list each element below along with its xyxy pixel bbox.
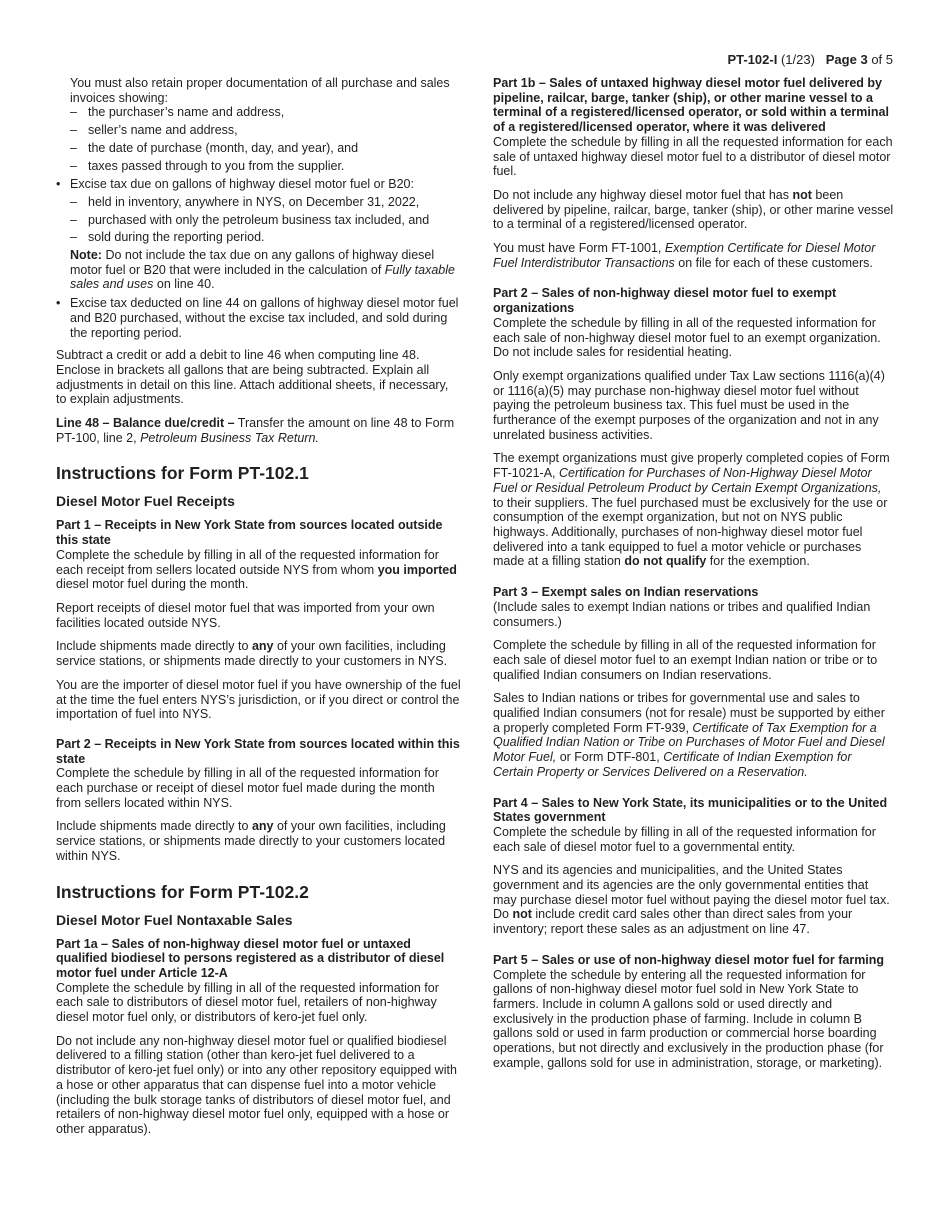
bold-run: not [792, 187, 812, 202]
part1b-heading: Part 1b – Sales of untaxed highway diesel motor fuel delivered by pipeline, railcar, barge, tanker (ship), or other marine vessel to a terminal of a registered/licensed operator, or sold within a terminal of a registered/licensed operator, where it was delivered [493, 76, 889, 135]
text-run: or Form DTF-801, [559, 750, 660, 765]
page-word: Page [825, 52, 857, 67]
list-item: – purchased with only the petroleum business tax included, and [70, 213, 461, 228]
note-paragraph [70, 248, 461, 292]
part1a-para-a: Complete the schedule by filling in all of the requested information for each sale to distributors of diesel motor fuel, retailers of non-highway diesel motor fuel only, or distributors of kero-jet fuel only. [56, 980, 439, 1025]
part4-heading: Part 4 – Sales to New York State, its municipalities or to the United States government [493, 795, 888, 825]
intro-paragraph: You must also retain proper documentation of all purchase and sales invoices showing: [70, 76, 450, 105]
italic-run: Exemption Certificate for Diesel Motor Fuel Interdistributor Transactions [493, 241, 876, 270]
part3-para-a: (Include sales to exempt Indian nations or tribes and qualified Indian consumers.) [493, 599, 871, 629]
bullet-excise-deducted: • Excise tax deducted on line 44 on gallons of highway diesel motor fuel and B20 purchased, without the excise tax included, and sold during the reporting period. [56, 296, 461, 340]
part3-para-c [493, 691, 895, 779]
text-run: to their suppliers. The fuel purchased must be exclusively for the use or consumption of the exempt organization, but not on NYS public highways. Additionally, purchases of non-highway diesel motor fuel delivered into a tank equipped to fuel a motor vehicle or purchases made at a filling station [493, 495, 888, 569]
part1b-para-a: Complete the schedule by filling in all the requested information for each sale of untaxed highway diesel motor fuel to a distributor of diesel motor fuel. [493, 134, 893, 179]
bullet-list [56, 177, 461, 340]
part3-para-b: Complete the schedule by filling in all of the requested information for each sale of diesel motor fuel to an exempt Indian nation or tribe or to qualified Indian consumers on Indian reservations. [493, 638, 878, 682]
left-column [56, 76, 461, 1146]
subheading-nontaxable: Diesel Motor Fuel Nontaxable Sales [56, 911, 293, 928]
text-run: Complete the schedule by filling in all of the requested information for each receipt from sellers located outside NYS from whom [56, 547, 439, 577]
note-text: Do not include the tax due on any gallons of highway diesel motor fuel or B20 that were included in the calculation of [70, 248, 435, 277]
part1a-heading: Part 1a – Sales of non-highway diesel motor fuel or untaxed qualified biodiesel to persons registered as a distributor of diesel motor fuel under Article 12-A [56, 936, 445, 980]
line48-text: Transfer the amount on line 48 to Form PT-100, line 2, [56, 416, 455, 445]
italic-run: Certificate of Indian Exemption for Certain Property or Services Delivered on a Reservation. [493, 750, 852, 779]
text-run: NYS and its agencies and municipalities, and the United States government and its agencies are the only governmental entities that may purchase diesel motor fuel without paying the diesel motor fuel tax. Do [493, 863, 890, 922]
list-item: – seller’s name and address, [70, 123, 461, 138]
list-item: – the date of purchase (month, day, and year), and [70, 141, 461, 156]
documentation-list [70, 105, 461, 173]
part1-para-d: You are the importer of diesel motor fuel if you have ownership of the fuel at the time the fuel enters NYS’s jurisdiction, or if you direct or control the importation of fuel into NYS. [56, 677, 461, 722]
bullet-text: Excise tax due on gallons of highway diesel motor fuel or B20: [70, 177, 414, 192]
bold-run: do not qualify [624, 554, 707, 569]
list-item: – held in inventory, anywhere in NYS, on December 31, 2022, [70, 195, 461, 210]
note-end: on line 40. [156, 277, 215, 292]
text-run: Sales to Indian nations or tribes for governmental use and sales to qualified Indian consumers (not for resale) must be supported by either a properly completed Form FT-939, [493, 691, 885, 735]
text-run: Do not include any highway diesel motor fuel that has [493, 187, 790, 202]
heading-pt1022: Instructions for Form PT-102.2 [56, 881, 309, 902]
excise-due-sublist [70, 195, 461, 245]
part2-para-c [493, 451, 895, 569]
bold-run: any [251, 819, 274, 834]
text-run: been delivered by pipeline, railcar, barge, tanker (ship), or other marine vessel to a terminal of a registered/licensed operator. [493, 187, 894, 232]
part5-para-a: Complete the schedule by entering all the requested information for gallons of non-highway diesel motor fuel sold in New York State to farmers. Include in column A gallons sold or used directly and exclusively in the production phase of farming. Include in column B gallons sold or used in farm production or commercial horse boarding operations, but not directly and exclusively in the production phase (for example, gallons sold for use in administration, storage, or marketing). [493, 967, 884, 1070]
text-run: of your own facilities, including service stations, or shipments made directly to your customers located within NYS. [56, 819, 446, 863]
note-label: Note: [70, 248, 102, 263]
part2-para-a: Complete the schedule by filling in all of the requested information for each sale of non-highway diesel motor fuel to an exempt organization. Do not include sales for residential heating. [493, 315, 881, 360]
form-revision: (1/23) [780, 52, 815, 67]
part2-heading: Part 2 – Receipts in New York State from sources located within this state [56, 736, 460, 766]
text-run: for the exemption. [709, 554, 810, 569]
text-run: The exempt organizations must give properly completed copies of Form FT-1021-A, [493, 451, 890, 481]
note-italic: Fully taxable sales and uses [70, 262, 455, 292]
part2-para-b: Only exempt organizations qualified under Tax Law sections 1116(a)(4) or 1116(a)(5) may purchase non-highway diesel motor fuel without paying the petroleum business tax. This fuel must be used in the furtherance of the exempt purposes of the organization and not in any unrelated business activities. [493, 368, 885, 442]
bold-run: not [512, 907, 532, 922]
text-run: Include shipments made directly to [56, 819, 249, 834]
italic-run: Certificate of Tax Exemption for a Qualified Indian Nation or Tribe on Purchases of Motor Fuel and Diesel Motor Fuel, [493, 720, 885, 765]
part2-para-a: Complete the schedule by filling in all of the requested information for each purchase or receipt of diesel motor fuel made during the month from sellers located within NYS. [56, 766, 439, 810]
page-number: 3 [860, 52, 868, 67]
part5-heading: Part 5 – Sales or use of non-highway diesel motor fuel for farming [493, 952, 885, 967]
text-run: Include shipments made directly to [56, 639, 249, 654]
list-item: – sold during the reporting period. [70, 230, 461, 245]
line48-italic: Petroleum Business Tax Return. [140, 430, 319, 445]
form-id: PT-102-I [727, 52, 778, 67]
subtract-paragraph: Subtract a credit or add a debit to line 46 when computing line 48. Enclose in brackets all gallons that are being subtracted. Explain all adjustments in detail on this line. Attach additional sheets, if necessary, to explain adjustments. [56, 348, 449, 407]
text-run: include credit card sales other than direct sales from your inventory; report these sales as an adjustment on line 47. [493, 907, 853, 937]
part1b-para-b [493, 188, 895, 232]
page-header [727, 52, 893, 68]
text-run: on file for each of these customers. [678, 255, 873, 270]
part1a-para-b: Do not include any non-highway diesel motor fuel or qualified biodiesel delivered to a filling station (other than kero-jet fuel delivered to a distributor of kero-jet fuel only) or into any other repository equipped with a hose or other apparatus that can dispense fuel into a motor vehicle (including the bulk storage tanks of distributors of diesel motor fuel, and retailers of non-highway diesel motor fuel only, equipped with a hose or other apparatus). [56, 1033, 457, 1136]
part1-para-b: Report receipts of diesel motor fuel that was imported from your own facilities located outside NYS. [56, 600, 435, 630]
part1-para-a [56, 548, 461, 592]
part2-para-b [56, 819, 461, 863]
part1b-para-c [493, 241, 895, 270]
text-run: diesel motor fuel during the month. [56, 577, 249, 592]
part4-para-a: Complete the schedule by filling in all of the requested information for each sale of diesel motor fuel to a governmental entity. [493, 824, 876, 854]
part1-para-c [56, 639, 461, 668]
right-column [493, 76, 895, 1079]
line48-paragraph [56, 416, 461, 445]
page-of: of 5 [871, 52, 893, 67]
bold-run: any [251, 639, 274, 654]
text-run: of your own facilities, including service stations, or shipments made directly to your customers in NYS. [56, 639, 448, 669]
italic-run: Certification for Purchases of Non-Highway Diesel Motor Fuel or Residual Petroleum Product by Certain Exempt Organizations, [493, 466, 882, 495]
subheading-receipts: Diesel Motor Fuel Receipts [56, 493, 235, 510]
list-item: – taxes passed through to you from the supplier. [70, 159, 461, 174]
bullet-excise-due [56, 177, 461, 292]
heading-pt1021: Instructions for Form PT-102.1 [56, 463, 309, 484]
part1-heading: Part 1 – Receipts in New York State from sources located outside this state [56, 518, 443, 548]
part4-para-b [493, 863, 895, 937]
part2-heading: Part 2 – Sales of non-highway diesel motor fuel to exempt organizations [493, 286, 837, 316]
bold-run: you imported [377, 562, 457, 577]
text-run: You must have Form FT-1001, [493, 241, 662, 256]
part3-heading: Part 3 – Exempt sales on Indian reservations [493, 585, 759, 600]
line48-label: Line 48 – Balance due/credit – [56, 416, 235, 431]
list-item: – the purchaser’s name and address, [70, 105, 461, 120]
